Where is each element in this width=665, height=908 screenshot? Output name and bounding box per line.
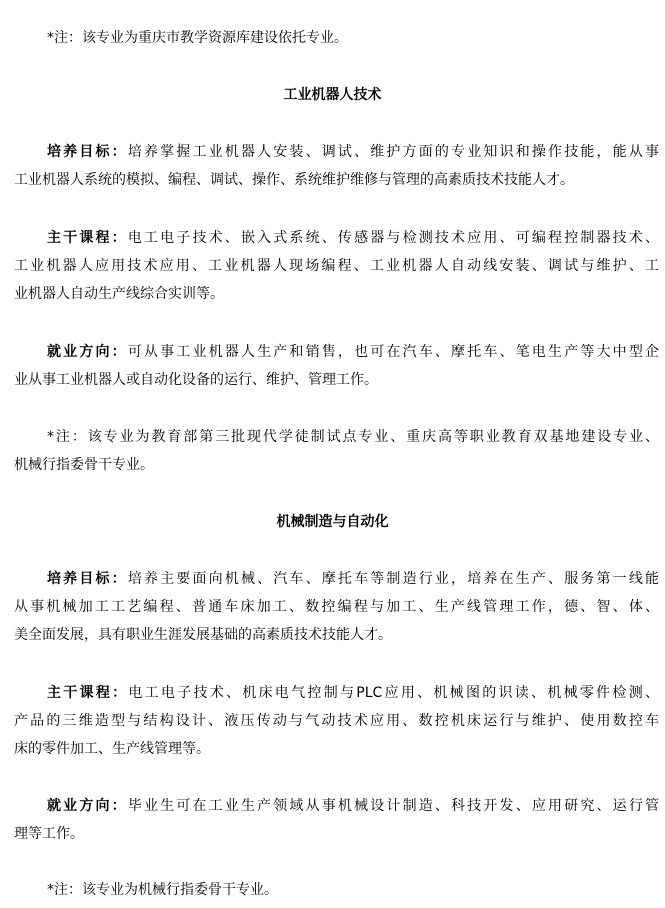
section-title-robotics: 工业机器人技术: [283, 87, 382, 103]
robotics-note-line-1: *注：该专业为教育部第三批现代学徒制试点专业、重庆高等职业教育双基地建设专业、: [47, 429, 659, 445]
mech-goal-line-1: [47, 569, 659, 589]
goal-label: 培养目标：: [47, 144, 128, 160]
course-text: 电工电子技术、机床电气控制与PLC应用、机械图的识读、机械零件检测、: [128, 685, 659, 701]
mech-course-line-1: [47, 683, 659, 703]
goal-label: 培养目标：: [47, 571, 128, 587]
course-text: 电工电子技术、嵌入式系统、传感器与检测技术应用、可编程控制器技术、: [127, 230, 659, 246]
goal-text: 培养掌握工业机器人安装、调试、维护方面的专业知识和操作技能，能从事: [127, 144, 659, 160]
robotics-note-line-2: 机械行指委骨干专业。: [14, 457, 154, 473]
note-top: *注：该专业为重庆市教学资源库建设依托专业。: [47, 30, 348, 46]
mech-course-line-2: 产品的三维造型与结构设计、液压传动与气动技术应用、数控机床运行与维护、使用数控车: [14, 713, 659, 729]
robotics-course-line-2: 工业机器人应用技术应用、工业机器人现场编程、工业机器人自动线安装、调试与维护、工: [14, 258, 659, 274]
course-label: 主干课程：: [47, 230, 128, 246]
robotics-course-line-3: 业机器人自动生产线综合实训等。: [14, 286, 224, 302]
mech-goal-line-2: 从事机械加工工艺编程、普通车床加工、数控编程与加工、生产线管理工作，德、智、体、: [14, 599, 659, 615]
mech-note-line-1: *注：该专业为机械行指委骨干专业。: [47, 882, 278, 898]
section-title-mechanical: 机械制造与自动化: [276, 514, 389, 530]
mech-goal-line-3: 美全面发展，具有职业生涯发展基础的高素质技术技能人才。: [14, 627, 392, 643]
job-text: 可从事工业机器人生产和销售，也可在汽车、摩托车、笔电生产等大中型企: [127, 344, 659, 360]
robotics-job-line-1: [47, 342, 659, 362]
robotics-goal-line-2: 工业机器人系统的模拟、编程、调试、操作、系统维护维修与管理的高素质技术技能人才。: [14, 172, 574, 188]
mech-course-line-3: 床的零件加工、生产线管理等。: [14, 741, 210, 757]
course-label: 主干课程：: [47, 685, 129, 701]
robotics-course-line-1: [47, 228, 659, 248]
job-label: 就业方向：: [47, 798, 128, 814]
mech-job-line-1: [47, 796, 659, 816]
mech-job-line-2: 理等工作。: [14, 826, 84, 842]
goal-text: 培养主要面向机械、汽车、摩托车等制造行业，培养在生产、服务第一线能: [127, 571, 659, 587]
robotics-job-line-2: 业从事工业机器人或自动化设备的运行、维护、管理工作。: [14, 372, 378, 388]
job-text: 毕业生可在工业生产领域从事机械设计制造、科技开发、应用研究、运行管: [127, 798, 659, 814]
job-label: 就业方向：: [47, 344, 128, 360]
robotics-goal-line-1: [47, 142, 659, 162]
